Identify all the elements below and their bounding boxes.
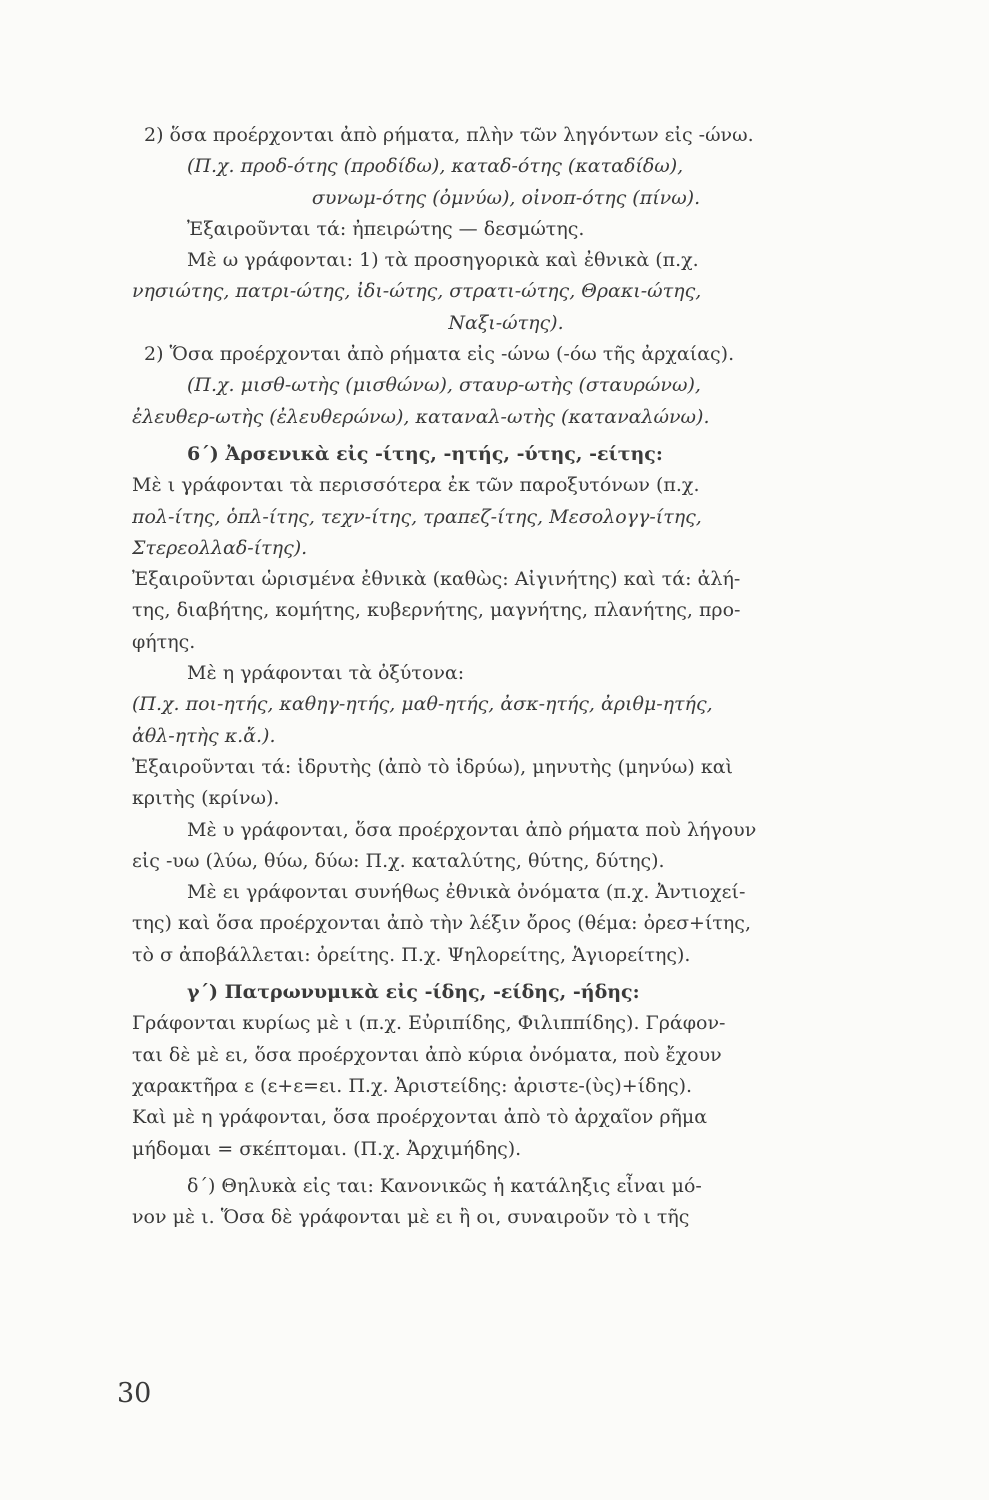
text-line: Ἐξαιροῦνται τά: ἱδρυτὴς (ἀπὸ τὸ ἱδρύω), μηνυτὴς (μηνύω) καὶ <box>132 755 734 778</box>
text-line: (Π.χ. προδ-ότης (προδίδω), καταδ-ότης (καταδίδω), <box>187 155 684 178</box>
text-line: 2) ὅσα προέρχονται ἀπὸ ρήματα, πλὴν τῶν ληγόντων εἰς -ώνω. <box>144 124 754 146</box>
page-number: 30 <box>117 1378 152 1409</box>
text-line: Μὲ ι γράφονται τὰ περισσότερα ἐκ τῶν παροξυτόνων (π.χ. <box>132 474 700 497</box>
text-line: Στερεολλαδ-ίτης). <box>132 536 308 559</box>
text-line: τὸ σ ἀποβάλλεται: ὀρείτης. Π.χ. Ψηλορείτης, Ἁγιορείτης). <box>132 943 691 966</box>
text-line: 6΄) Ἀρσενικὰ εἰς -ίτης, -ητής, -ύτης, -είτης: <box>187 442 663 465</box>
text-line: εἰς -υω (λύω, θύω, δύω: Π.χ. καταλύτης, θύτης, δύτης). <box>132 849 665 872</box>
text-line: κριτὴς (κρίνω). <box>132 787 280 810</box>
text-line: νησιώτης, πατρι-ώτης, ἰδι-ώτης, στρατι-ώτης, Θρακι-ώτης, <box>132 280 702 303</box>
text-line: Μὲ υ γράφονται, ὅσα προέρχονται ἀπὸ ρήματα ποὺ λήγουν <box>187 818 757 841</box>
text-line: 2) Ὅσα προέρχονται ἀπὸ ρήματα εἰς -ώνω (-όω τῆς ἀρχαίας). <box>144 343 735 366</box>
body-text <box>132 120 880 1233</box>
text-line: Ναξι-ώτης). <box>448 311 564 334</box>
text-line: γ΄) Πατρωνυμικὰ εἰς -ίδης, -είδης, -ήδης: <box>187 981 640 1004</box>
text-line: (Π.χ. μισθ-ωτὴς (μισθώνω), σταυρ-ωτὴς (σταυρώνω), <box>187 374 701 397</box>
text-line: πολ-ίτης, ὁπλ-ίτης, τεχν-ίτης, τραπεζ-ίτης, Μεσολογγ-ίτης, <box>132 505 702 528</box>
text-line: Μὲ ω γράφονται: 1) τὰ προσηγορικὰ καὶ ἐθνικὰ (π.χ. <box>187 249 699 272</box>
text-line: της, διαβήτης, κομήτης, κυβερνήτης, μαγνήτης, πλανήτης, προ- <box>132 599 741 622</box>
text-line: Γράφονται κυρίως μὲ ι (π.χ. Εὐριπίδης, Φιλιππίδης). Γράφον- <box>132 1012 726 1035</box>
text-line: ται δὲ μὲ ει, ὅσα προέρχονται ἀπὸ κύρια ὀνόματα, ποὺ ἔχουν <box>132 1043 722 1066</box>
text-line: ἀθλ-ητὴς κ.ἄ.). <box>132 724 276 747</box>
text-line: νον μὲ ι. Ὅσα δὲ γράφονται μὲ ει ἢ οι, συναιροῦν τὸ ι τῆς <box>132 1206 690 1229</box>
text-line: χαρακτῆρα ε (ε+ε=ει. Π.χ. Ἀριστείδης: ἀριστε-(ὺς)+ίδης). <box>132 1074 693 1097</box>
text-line: ἐλευθερ-ωτὴς (ἐλευθερώνω), καταναλ-ωτὴς (καταναλώνω). <box>132 405 710 428</box>
text-line: Ἐξαιροῦνται ὡρισμένα ἐθνικὰ (καθὼς: Αἰγινήτης) καὶ τά: ἀλή- <box>132 568 741 591</box>
text-line: δ΄) Θηλυκὰ εἰς ται: Κανονικῶς ἡ κατάληξις εἶναι μό- <box>187 1174 702 1197</box>
text-line: μήδομαι = σκέπτομαι. (Π.χ. Ἀρχιμήδης). <box>132 1137 522 1160</box>
text-line: Ἐξαιροῦνται τά: ἠπειρώτης — δεσμώτης. <box>187 217 585 240</box>
text-line: Καὶ μὲ η γράφονται, ὅσα προέρχονται ἀπὸ τὸ ἀρχαῖον ρῆμα <box>132 1106 708 1129</box>
text-line: φήτης. <box>132 630 196 653</box>
text-line: Μὲ η γράφονται τὰ ὀξύτονα: <box>187 662 465 685</box>
text-line: συνωμ-ότης (ὀμνύω), οἰνοπ-ότης (πίνω). <box>311 186 701 209</box>
text-line: (Π.χ. ποι-ητής, καθηγ-ητής, μαθ-ητής, ἀσκ-ητής, ἀριθμ-ητής, <box>132 693 713 716</box>
text-line: της) καὶ ὅσα προέρχονται ἀπὸ τὴν λέξιν ὄρος (θέμα: ὀρεσ+ίτης, <box>132 912 751 935</box>
text-line: Μὲ ει γράφονται συνήθως ἐθνικὰ ὀνόματα (π.χ. Ἀντιοχεί- <box>187 881 746 904</box>
